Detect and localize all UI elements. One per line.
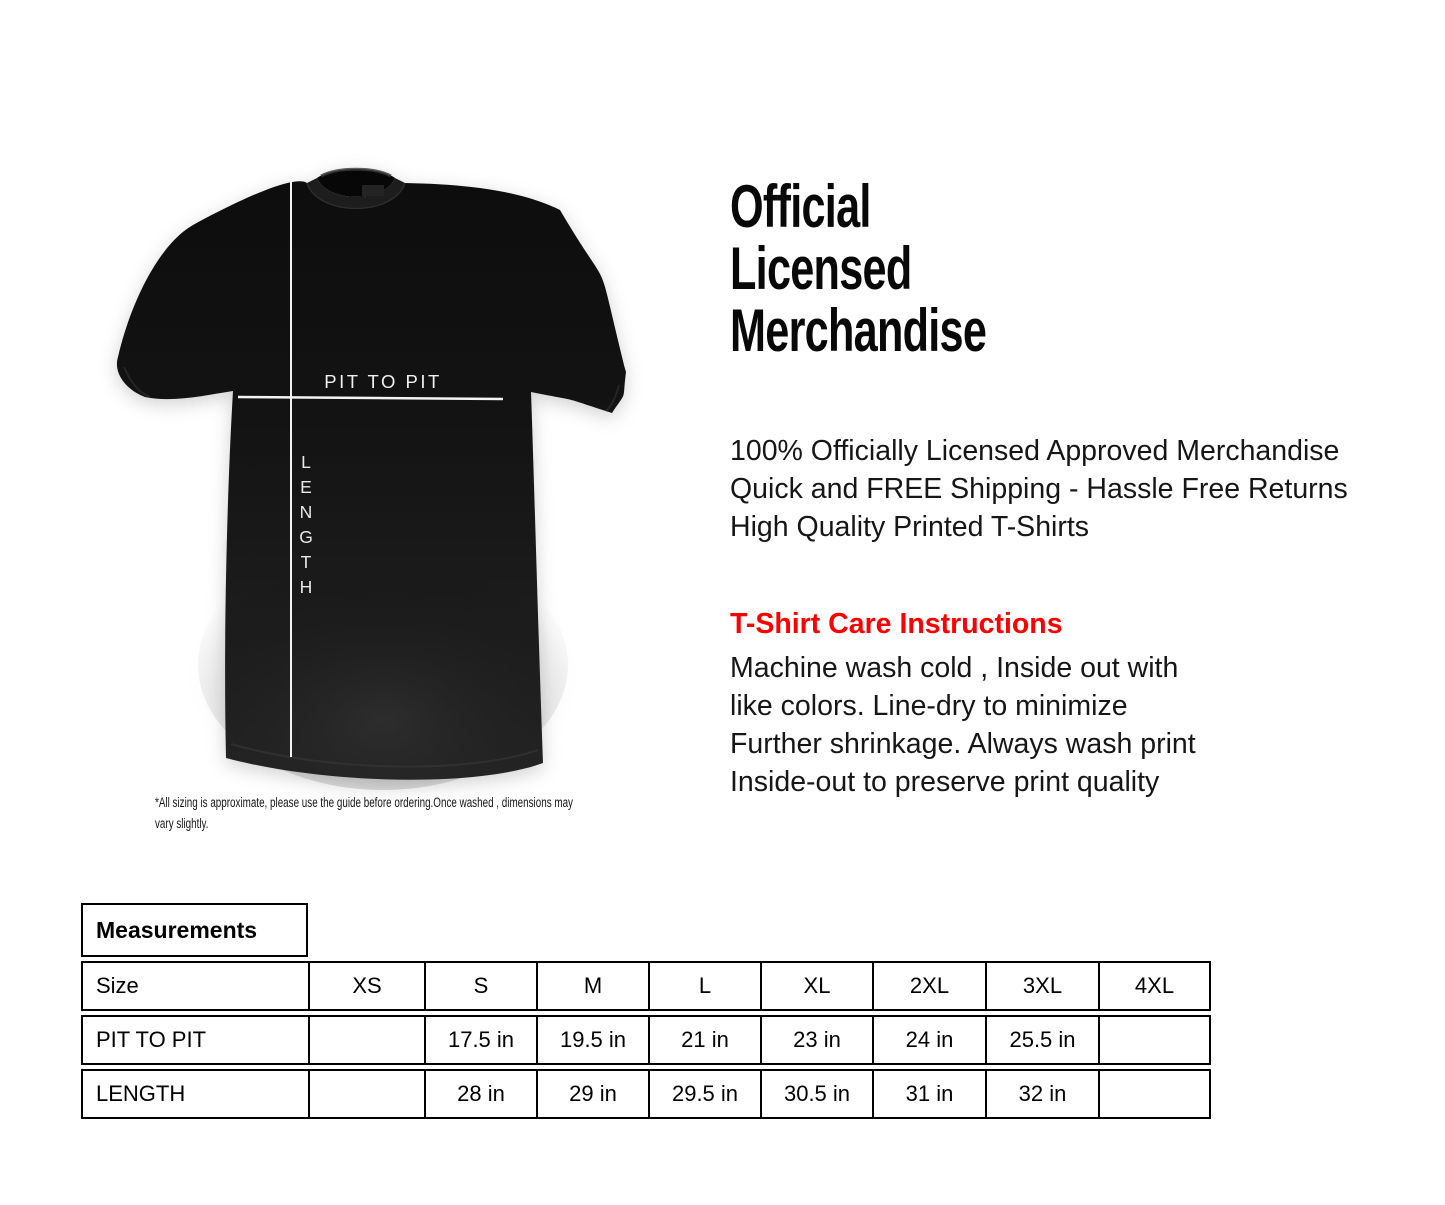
page-title-line1: Official xyxy=(730,173,871,240)
table-cell: 17.5 in xyxy=(426,1017,538,1063)
table-cell: 25.5 in xyxy=(987,1017,1100,1063)
column-header-l: L xyxy=(650,963,762,1009)
row-label-pit-to-pit: PIT TO PIT xyxy=(83,1017,310,1063)
table-cell: 23 in xyxy=(762,1017,874,1063)
product-description xyxy=(730,432,1348,546)
care-line2: like colors. Line-dry to minimize xyxy=(730,690,1128,722)
table-cell: 30.5 in xyxy=(762,1071,874,1117)
table-cell: 19.5 in xyxy=(538,1017,650,1063)
collar-tag xyxy=(362,185,384,196)
column-header-3xl: 3XL xyxy=(987,963,1100,1009)
table-cell: 29 in xyxy=(538,1071,650,1117)
row-label-length: LENGTH xyxy=(83,1071,310,1117)
table-cell: 21 in xyxy=(650,1017,762,1063)
care-line4: Inside-out to preserve print quality xyxy=(730,766,1160,798)
table-cell: 29.5 in xyxy=(650,1071,762,1117)
table-cell: 32 in xyxy=(987,1071,1100,1117)
column-header-m: M xyxy=(538,963,650,1009)
care-instructions-text xyxy=(730,649,1196,801)
table-row-length xyxy=(81,1069,1211,1119)
tshirt-photo xyxy=(88,145,668,795)
column-header-4xl: 4XL xyxy=(1134,973,1175,998)
table-header-row xyxy=(81,961,1211,1011)
sizing-footnote-line1: *All sizing is approximate, please use the guide before ordering.Once washed , dimensions may xyxy=(155,795,573,810)
table-row-pit-to-pit xyxy=(81,1015,1211,1065)
description-line3: High Quality Printed T-Shirts xyxy=(730,511,1090,543)
description-line2: Quick and FREE Shipping - Hassle Free Returns xyxy=(730,473,1348,505)
column-header-2xl: 2XL xyxy=(874,963,987,1009)
table-cell: 31 in xyxy=(874,1071,987,1117)
length-letter: L xyxy=(301,452,311,472)
length-letter: E xyxy=(300,477,312,497)
pit-to-pit-label: PIT TO PIT xyxy=(324,371,442,392)
table-cell xyxy=(1100,1071,1209,1117)
table-cell xyxy=(1100,1017,1209,1063)
care-line1: Machine wash cold , Inside out with xyxy=(730,652,1179,684)
column-header-size: Size xyxy=(83,963,310,1009)
length-letter: G xyxy=(299,527,313,547)
page-title-line3: Merchandise xyxy=(730,297,987,364)
table-cell xyxy=(310,1071,426,1117)
description-line1: 100% Officially Licensed Approved Merchandise xyxy=(730,435,1340,467)
sizing-footnote xyxy=(155,792,573,834)
page-title-line2: Licensed xyxy=(730,235,912,302)
care-instructions-title: T-Shirt Care Instructions xyxy=(730,608,1063,640)
tshirt-image xyxy=(88,145,668,795)
table-cell: 24 in xyxy=(874,1017,987,1063)
length-letter: H xyxy=(299,577,313,597)
length-letter: T xyxy=(300,552,312,572)
column-header-xs: XS xyxy=(310,963,426,1009)
column-header-s: S xyxy=(426,963,538,1009)
column-header-xl: XL xyxy=(762,963,874,1009)
table-cell: 28 in xyxy=(426,1071,538,1117)
measurements-table xyxy=(81,903,1211,1119)
page-title xyxy=(730,173,987,364)
fabric-sheen xyxy=(198,540,568,790)
sizing-footnote-line2: vary slightly. xyxy=(155,816,209,831)
length-letter: N xyxy=(299,502,313,522)
table-cell xyxy=(310,1017,426,1063)
table-title: Measurements xyxy=(81,903,308,957)
care-line3: Further shrinkage. Always wash print xyxy=(730,728,1196,760)
